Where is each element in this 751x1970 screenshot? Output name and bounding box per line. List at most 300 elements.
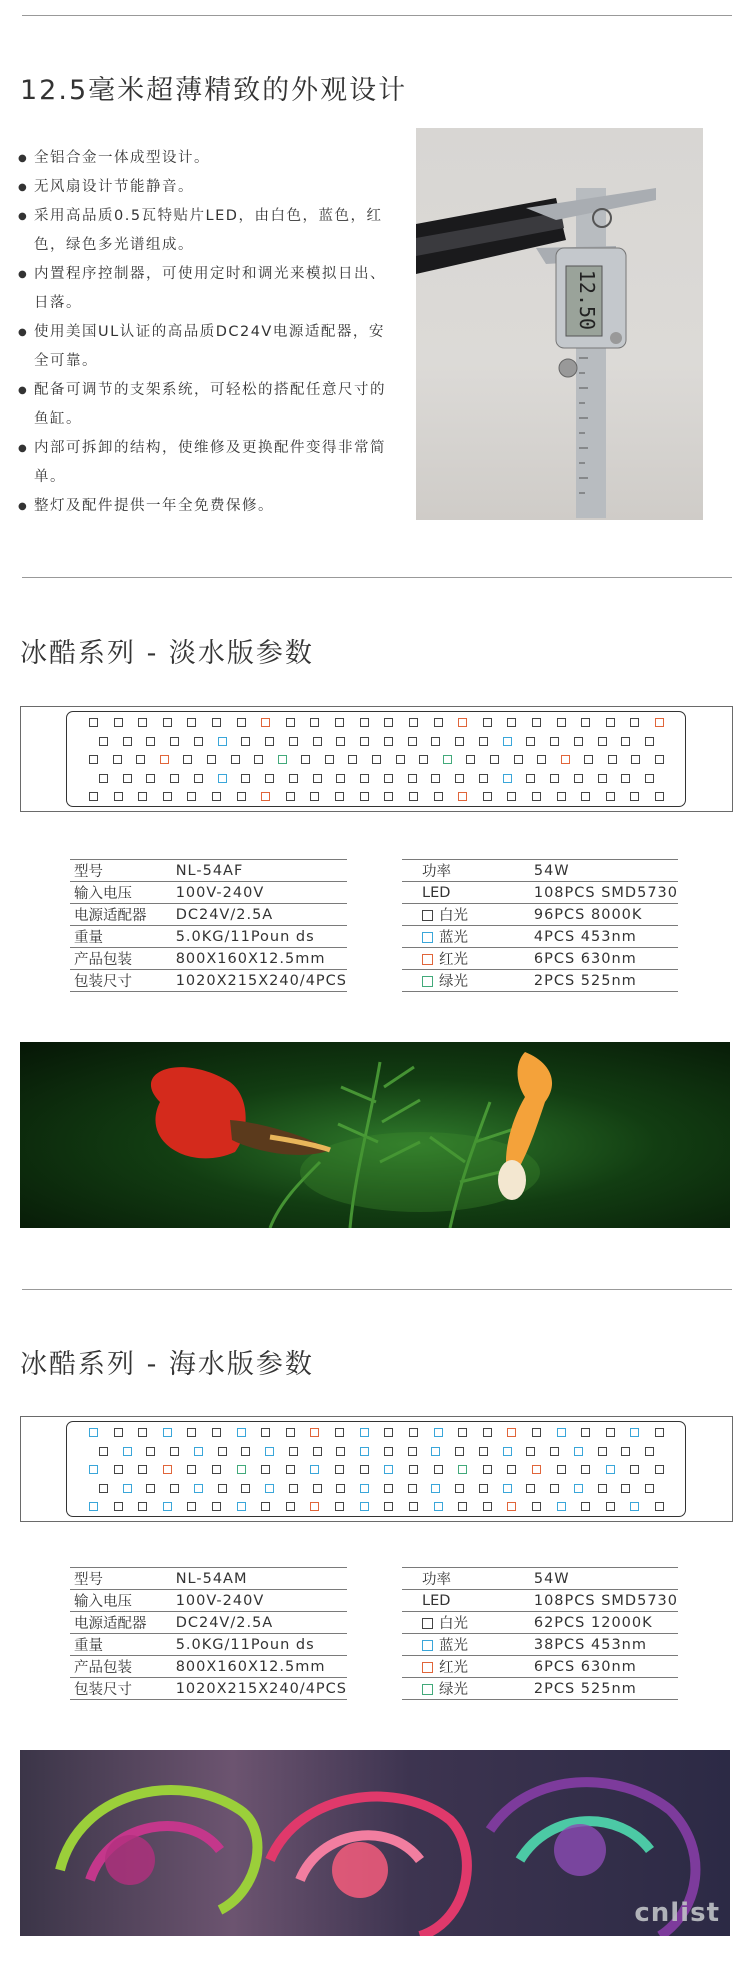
led-square: [336, 1447, 345, 1456]
led-square: [655, 755, 664, 764]
led-square: [335, 718, 344, 727]
led-square: [537, 755, 546, 764]
led-square: [360, 792, 369, 801]
spec-key: [402, 1612, 524, 1634]
led-square: [114, 1502, 123, 1511]
led-square: [409, 1502, 418, 1511]
table-row: [402, 1678, 678, 1700]
led-square: [163, 1465, 172, 1474]
led-square: [237, 1465, 246, 1474]
table-row: [70, 1590, 347, 1612]
led-square: [431, 737, 440, 746]
section-title-marine: 冰酷系列 - 海水版参数: [20, 1349, 314, 1380]
led-square: [630, 1465, 639, 1474]
led-square: [212, 1502, 221, 1511]
led-square: [526, 1447, 535, 1456]
led-square: [598, 737, 607, 746]
led-square: [265, 1484, 274, 1493]
led-square: [286, 1465, 295, 1474]
divider: [22, 577, 732, 578]
spec-key: [402, 882, 524, 904]
spec-key: [402, 926, 524, 948]
led-square: [146, 774, 155, 783]
led-square: [160, 755, 169, 764]
led-square: [581, 1502, 590, 1511]
led-square: [598, 774, 607, 783]
led-square: [532, 1465, 541, 1474]
led-square: [138, 1502, 147, 1511]
led-square: [434, 1502, 443, 1511]
led-square: [655, 792, 664, 801]
led-square: [241, 1484, 250, 1493]
spec-key-label: 绿光: [439, 974, 468, 990]
led-square: [163, 1428, 172, 1437]
spec-table-left-marine: [70, 1567, 347, 1700]
spec-key-label: 红光: [439, 1660, 468, 1676]
led-square: [237, 1502, 246, 1511]
led-square: [261, 1465, 270, 1474]
led-square: [458, 1502, 467, 1511]
spec-value: DC24V/2.5A: [166, 904, 347, 926]
led-square: [608, 755, 617, 764]
table-row: [402, 1634, 678, 1656]
led-square: [503, 1447, 512, 1456]
led-square: [187, 1465, 196, 1474]
led-square: [507, 792, 516, 801]
led-square: [655, 1502, 664, 1511]
color-swatch: [422, 932, 433, 943]
led-square: [360, 1484, 369, 1493]
led-square: [313, 1447, 322, 1456]
led-square: [434, 718, 443, 727]
led-square: [630, 792, 639, 801]
led-square: [621, 774, 630, 783]
led-square: [265, 737, 274, 746]
led-square: [550, 1447, 559, 1456]
led-square: [621, 737, 630, 746]
led-square: [325, 755, 334, 764]
led-square: [261, 1428, 270, 1437]
led-square: [581, 1428, 590, 1437]
led-square: [212, 792, 221, 801]
led-square: [561, 755, 570, 764]
led-layout-diagram-freshwater: [20, 706, 733, 812]
led-square: [289, 737, 298, 746]
led-square: [434, 1465, 443, 1474]
spec-value: 62PCS 12000K: [524, 1612, 678, 1634]
led-square: [507, 718, 516, 727]
led-square: [384, 1502, 393, 1511]
led-square: [458, 792, 467, 801]
led-square: [455, 1447, 464, 1456]
table-row: [402, 860, 678, 882]
led-layout-diagram-marine: [20, 1416, 733, 1522]
spec-value: 54W: [524, 860, 678, 882]
spec-key-label: 白光: [439, 1616, 468, 1632]
led-square: [483, 792, 492, 801]
led-square: [360, 718, 369, 727]
table-row: [70, 926, 347, 948]
spec-key: [402, 1634, 524, 1656]
spec-value: 6PCS 630nm: [524, 1656, 678, 1678]
led-square: [434, 792, 443, 801]
led-square: [310, 1465, 319, 1474]
led-square: [194, 1484, 203, 1493]
led-square: [458, 718, 467, 727]
led-square: [360, 1502, 369, 1511]
led-square: [310, 792, 319, 801]
led-square: [187, 1428, 196, 1437]
table-row: [402, 1590, 678, 1612]
led-square: [237, 1428, 246, 1437]
light-bar-outline: [66, 711, 686, 807]
led-square: [187, 1502, 196, 1511]
led-square: [514, 755, 523, 764]
led-square: [360, 774, 369, 783]
led-square: [212, 718, 221, 727]
led-square: [645, 774, 654, 783]
table-row: [402, 1612, 678, 1634]
led-square: [194, 737, 203, 746]
led-square: [631, 755, 640, 764]
spec-value: 54W: [524, 1568, 678, 1590]
led-square: [278, 755, 287, 764]
led-square: [503, 1484, 512, 1493]
led-square: [409, 792, 418, 801]
feature-item: ● 内部可拆卸的结构，使维修及更换配件变得非常简单。: [18, 434, 398, 492]
led-square: [384, 774, 393, 783]
led-square: [503, 774, 512, 783]
led-square: [532, 1502, 541, 1511]
led-square: [138, 1428, 147, 1437]
led-square: [655, 1465, 664, 1474]
table-row: [70, 1568, 347, 1590]
led-square: [645, 1484, 654, 1493]
led-square: [466, 755, 475, 764]
led-square: [598, 1484, 607, 1493]
led-square: [606, 792, 615, 801]
led-square: [241, 774, 250, 783]
spec-key-label: 蓝光: [439, 930, 468, 946]
feature-item: ● 整灯及配件提供一年全免费保修。: [18, 492, 398, 521]
led-square: [431, 1484, 440, 1493]
feature-list: [18, 144, 398, 521]
spec-key: 型号: [70, 1568, 166, 1590]
table-row: [70, 904, 347, 926]
led-square: [265, 1447, 274, 1456]
led-square: [655, 1428, 664, 1437]
feature-item: ● 全铝合金一体成型设计。: [18, 144, 398, 173]
led-square: [581, 1465, 590, 1474]
led-square: [655, 718, 664, 727]
led-square: [301, 755, 310, 764]
color-swatch: [422, 976, 433, 987]
led-square: [138, 1465, 147, 1474]
led-square: [360, 1428, 369, 1437]
led-square: [170, 1447, 179, 1456]
led-square: [606, 718, 615, 727]
table-row: [402, 926, 678, 948]
led-square: [584, 755, 593, 764]
led-square: [409, 718, 418, 727]
led-square: [335, 792, 344, 801]
led-square: [550, 737, 559, 746]
led-square: [89, 755, 98, 764]
led-square: [123, 1484, 132, 1493]
led-square: [114, 1465, 123, 1474]
table-row: [402, 1656, 678, 1678]
led-square: [384, 792, 393, 801]
led-square: [507, 1428, 516, 1437]
led-square: [455, 774, 464, 783]
led-square: [170, 1484, 179, 1493]
led-square: [89, 792, 98, 801]
spec-value: 108PCS SMD5730: [524, 1590, 678, 1612]
spec-key: 型号: [70, 860, 166, 882]
led-square: [335, 1465, 344, 1474]
led-square: [574, 1447, 583, 1456]
led-square: [557, 792, 566, 801]
color-swatch: [422, 910, 433, 921]
spec-value: 4PCS 453nm: [524, 926, 678, 948]
table-row: [70, 970, 347, 992]
section-title-freshwater: 冰酷系列 - 淡水版参数: [20, 638, 314, 669]
led-square: [557, 1428, 566, 1437]
led-square: [336, 1484, 345, 1493]
led-square: [89, 1465, 98, 1474]
led-square: [550, 774, 559, 783]
led-square: [336, 737, 345, 746]
spec-key: [402, 1656, 524, 1678]
led-square: [409, 1428, 418, 1437]
led-square: [187, 718, 196, 727]
spec-key: 重量: [70, 926, 166, 948]
color-swatch: [422, 1662, 433, 1673]
feature-item: ● 内置程序控制器，可使用定时和调光来模拟日出、日落。: [18, 260, 398, 318]
spec-key-label: 绿光: [439, 1682, 468, 1698]
spec-key: [402, 1590, 524, 1612]
led-square: [348, 755, 357, 764]
led-square: [503, 737, 512, 746]
led-square: [598, 1447, 607, 1456]
table-row: [402, 948, 678, 970]
led-square: [99, 1484, 108, 1493]
led-square: [630, 1502, 639, 1511]
led-square: [187, 792, 196, 801]
led-square: [114, 792, 123, 801]
led-square: [479, 774, 488, 783]
led-square: [532, 1428, 541, 1437]
led-square: [218, 1447, 227, 1456]
led-square: [335, 1428, 344, 1437]
table-row: [70, 882, 347, 904]
led-square: [310, 1502, 319, 1511]
led-square: [483, 1502, 492, 1511]
spec-value: 100V-240V: [166, 882, 347, 904]
led-square: [237, 792, 246, 801]
led-square: [313, 1484, 322, 1493]
led-square: [170, 737, 179, 746]
led-square: [408, 774, 417, 783]
led-square: [114, 718, 123, 727]
led-square: [360, 737, 369, 746]
led-square: [218, 1484, 227, 1493]
spec-key: [402, 860, 524, 882]
led-square: [606, 1465, 615, 1474]
led-square: [286, 1428, 295, 1437]
led-square: [479, 737, 488, 746]
spec-key-label: LED: [422, 1592, 451, 1609]
led-square: [123, 1447, 132, 1456]
color-swatch: [422, 954, 433, 965]
led-square: [313, 774, 322, 783]
spec-value: 5.0KG/11Poun ds: [166, 926, 347, 948]
led-square: [550, 1484, 559, 1493]
table-row: [70, 860, 347, 882]
led-square: [146, 1447, 155, 1456]
coral-reef-photo: [20, 1750, 730, 1936]
led-square: [254, 755, 263, 764]
led-square: [241, 1447, 250, 1456]
led-square: [372, 755, 381, 764]
spec-key: [402, 1678, 524, 1700]
led-square: [207, 755, 216, 764]
led-square: [138, 718, 147, 727]
led-square: [289, 1447, 298, 1456]
led-square: [194, 774, 203, 783]
spec-key-label: 功率: [422, 864, 451, 880]
led-square: [231, 755, 240, 764]
led-square: [526, 737, 535, 746]
spec-value: 800X160X12.5mm: [166, 948, 347, 970]
led-square: [310, 1428, 319, 1437]
feature-item: ● 采用高品质0.5瓦特贴片LED，由白色，蓝色，红色，绿色多光谱组成。: [18, 202, 398, 260]
led-square: [409, 1465, 418, 1474]
spec-value: 6PCS 630nm: [524, 948, 678, 970]
section-title-design: 12.5毫米超薄精致的外观设计: [20, 75, 408, 106]
table-row: [402, 882, 678, 904]
spec-table-right-freshwater: [402, 859, 678, 992]
spec-value: DC24V/2.5A: [166, 1612, 347, 1634]
led-square: [289, 774, 298, 783]
spec-key: 输入电压: [70, 1590, 166, 1612]
led-square: [507, 1465, 516, 1474]
led-square: [526, 774, 535, 783]
led-square: [606, 1502, 615, 1511]
caliper-reading-text: 12.50: [575, 269, 599, 331]
caliper-photo: [416, 128, 703, 520]
spec-key: 电源适配器: [70, 1612, 166, 1634]
led-square: [431, 1447, 440, 1456]
led-square: [408, 1447, 417, 1456]
led-square: [261, 792, 270, 801]
led-square: [286, 792, 295, 801]
spec-key: 产品包装: [70, 948, 166, 970]
led-square: [286, 718, 295, 727]
led-square: [310, 718, 319, 727]
table-row: [70, 1634, 347, 1656]
led-square: [218, 774, 227, 783]
spec-value: 2PCS 525nm: [524, 970, 678, 992]
led-square: [384, 1447, 393, 1456]
spec-key: 重量: [70, 1634, 166, 1656]
led-square: [384, 1484, 393, 1493]
spec-value: 100V-240V: [166, 1590, 347, 1612]
led-square: [483, 1465, 492, 1474]
table-row: [70, 1678, 347, 1700]
led-square: [455, 737, 464, 746]
table-row: [70, 948, 347, 970]
led-square: [574, 737, 583, 746]
spec-key-label: 红光: [439, 952, 468, 968]
led-square: [89, 1502, 98, 1511]
led-square: [241, 737, 250, 746]
led-square: [360, 1447, 369, 1456]
led-square: [212, 1428, 221, 1437]
led-square: [479, 1484, 488, 1493]
spec-key-label: 白光: [439, 908, 468, 924]
led-square: [335, 1502, 344, 1511]
led-square: [434, 1428, 443, 1437]
led-square: [483, 1428, 492, 1437]
led-square: [384, 1428, 393, 1437]
led-square: [490, 755, 499, 764]
color-swatch: [422, 1618, 433, 1629]
led-square: [146, 1484, 155, 1493]
led-square: [99, 737, 108, 746]
spec-key: 包装尺寸: [70, 1678, 166, 1700]
led-square: [89, 718, 98, 727]
table-row: [70, 1612, 347, 1634]
led-square: [384, 737, 393, 746]
spec-key-label: LED: [422, 884, 451, 901]
led-square: [99, 774, 108, 783]
led-square: [532, 792, 541, 801]
led-square: [621, 1447, 630, 1456]
led-square: [557, 1502, 566, 1511]
aquarium-fish-photo: [20, 1042, 730, 1228]
color-swatch: [422, 1684, 433, 1695]
led-square: [384, 1465, 393, 1474]
spec-key: 包装尺寸: [70, 970, 166, 992]
led-square: [458, 1428, 467, 1437]
spec-value: 108PCS SMD5730: [524, 882, 678, 904]
spec-key: [402, 970, 524, 992]
led-square: [557, 1465, 566, 1474]
led-square: [443, 755, 452, 764]
led-square: [621, 1484, 630, 1493]
led-square: [360, 1465, 369, 1474]
watermark-text: cnlist: [634, 1898, 720, 1928]
led-square: [146, 737, 155, 746]
led-square: [114, 1428, 123, 1437]
led-square: [138, 792, 147, 801]
led-square: [431, 774, 440, 783]
led-square: [581, 792, 590, 801]
led-square: [136, 755, 145, 764]
led-square: [123, 774, 132, 783]
table-row: [70, 1656, 347, 1678]
spec-value: 38PCS 453nm: [524, 1634, 678, 1656]
led-square: [313, 737, 322, 746]
led-square: [261, 1502, 270, 1511]
led-square: [419, 755, 428, 764]
spec-key-label: 功率: [422, 1572, 451, 1588]
top-divider: [22, 15, 732, 16]
led-square: [194, 1447, 203, 1456]
table-row: [402, 904, 678, 926]
spec-key: 电源适配器: [70, 904, 166, 926]
